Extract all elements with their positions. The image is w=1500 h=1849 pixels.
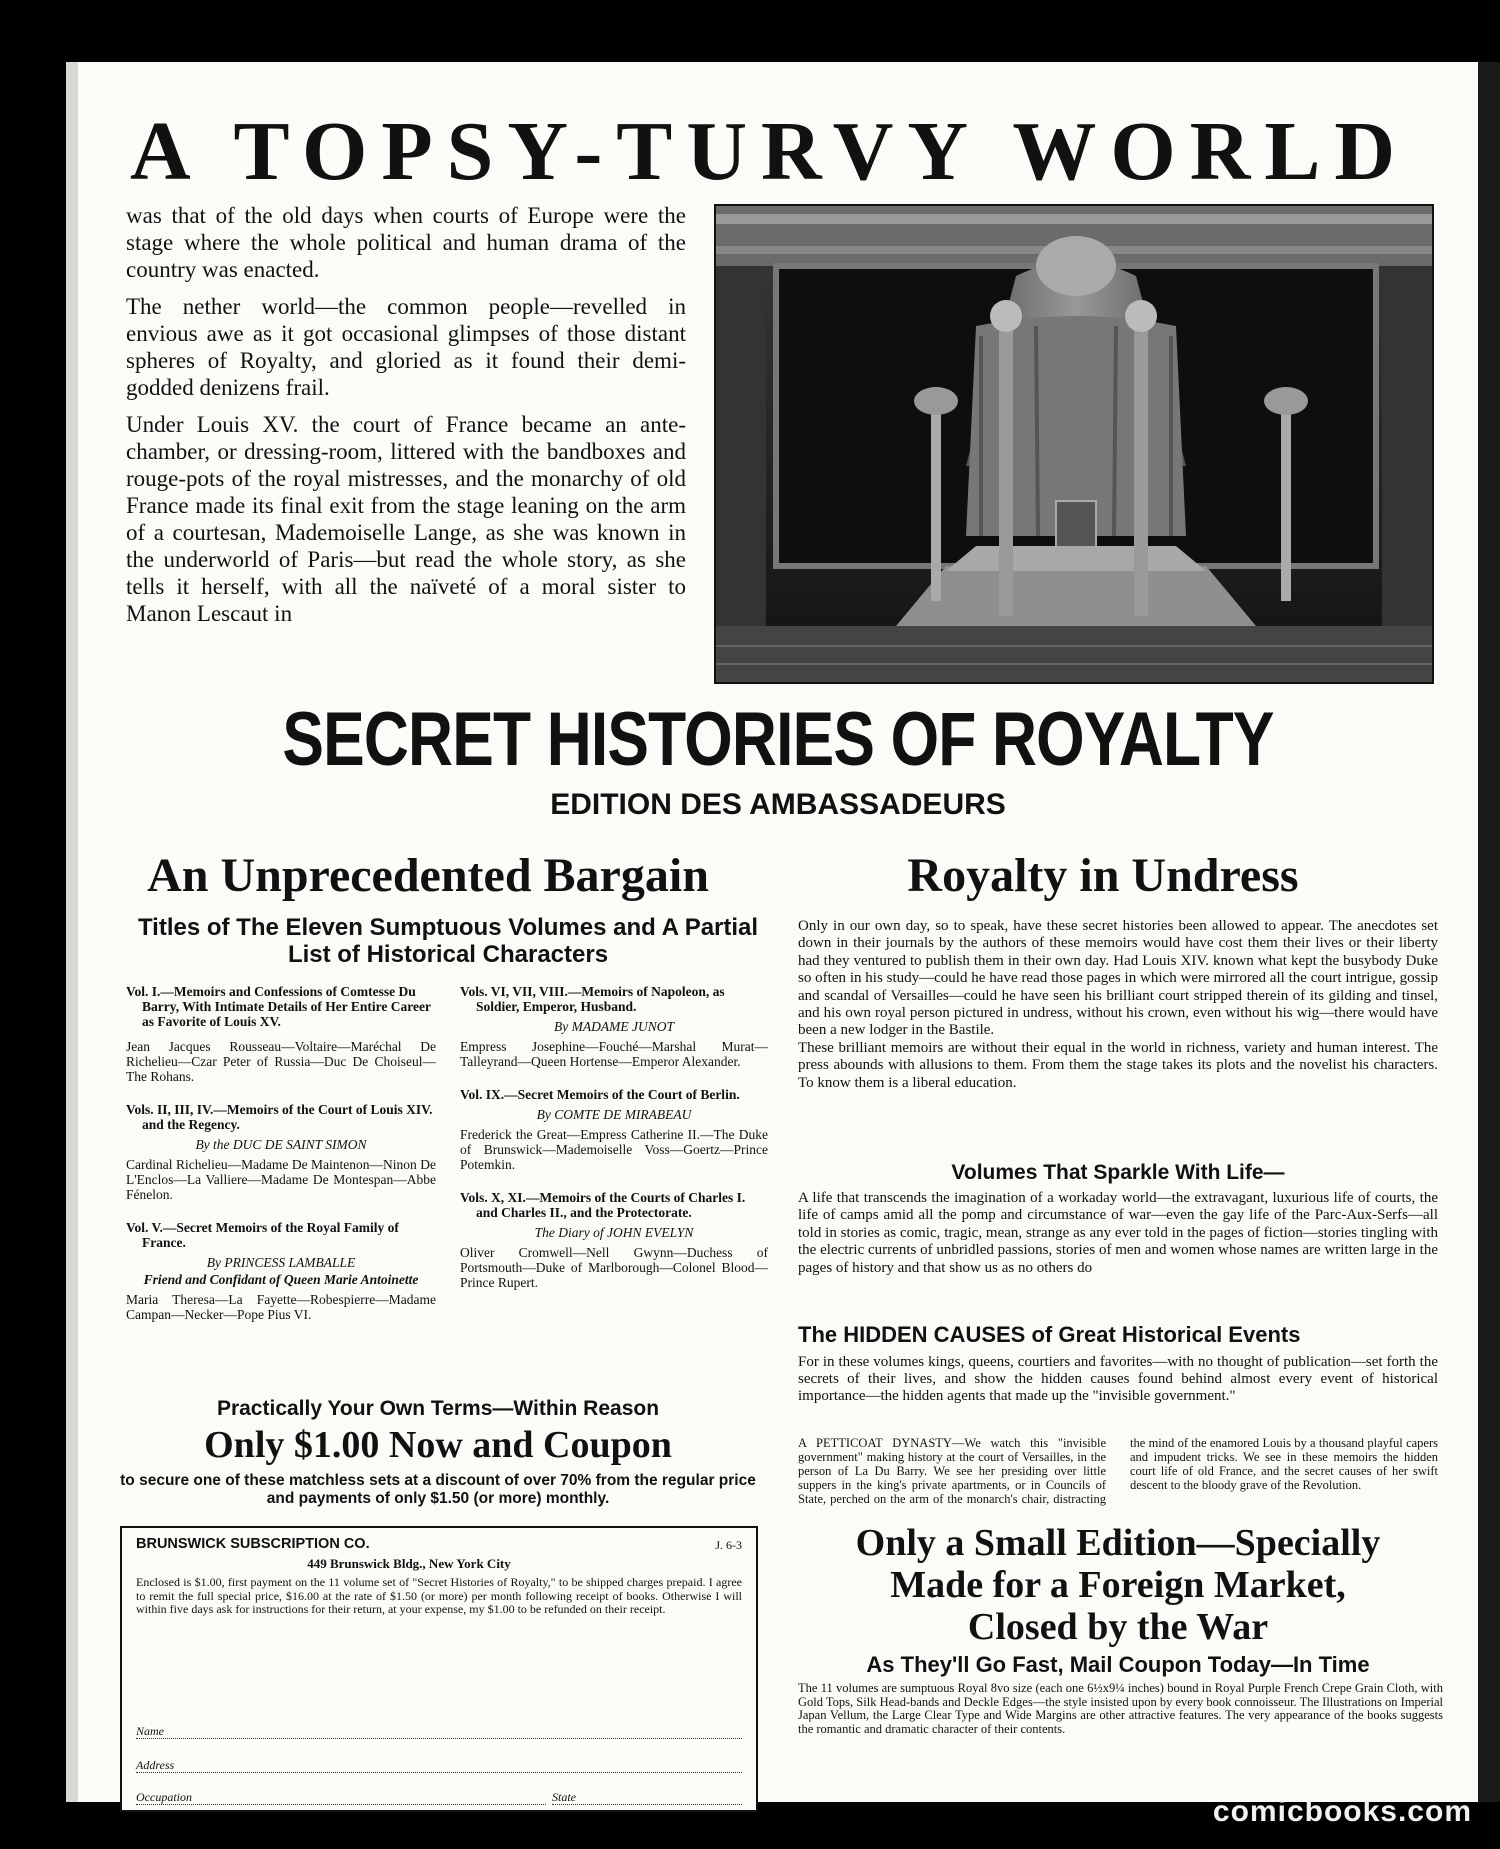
volume-title: Vol. V.—Secret Memoirs of the Royal Family of France. — [126, 1220, 399, 1250]
address-field[interactable] — [136, 1758, 742, 1773]
volume-title: Vols. II, III, IV.—Memoirs of the Court of Louis XIV. and the Regency. — [126, 1102, 433, 1132]
volume-characters: Jean Jacques Rousseau—Voltaire—Maréchal De Richelieu—Czar Peter of Russia—Duc De Choiseul—The Rohans. — [126, 1039, 436, 1084]
volume-list-right — [460, 984, 768, 1290]
name-field[interactable] — [136, 1724, 742, 1739]
undress-paragraph: Only in our own day, so to speak, have these secret histories been allowed to appear. The anecdotes set down in their journals by the authors of these memoirs would have cost them their lives or their liberty had they ventured to publish them in their own day. Had Louis XIV. known what kept the busybody Duke so often in his study—could he have read those pages in which were mirrored all the court intrigue, gossip and scandal of Versailles—could he have seen his brilliant court stripped therein of its gilding and tinsel, and his own royal person pictured in undress, without his crown, even without his wig—there would have been a new lodger in the Bastile. — [798, 918, 1438, 1039]
volume-author: By PRINCESS LAMBALLE — [206, 1255, 356, 1270]
intro-paragraph: Under Louis XV. the court of France became an ante-chamber, or dressing-room, littered with the bandboxes and rouge-pots of the royal mistresses, and the monarchy of old France made its final exit from the stage leaning on the arm of a courtesan, Mademoiselle Lange, as she was known in the underworld of Paris—but read the whole story, as she tells it herself, with all the naïveté of a moral sister to Manon Lescaut in — [126, 412, 686, 626]
volume-characters: Cardinal Richelieu—Madame De Maintenon—Ninon De L'Enclos—La Valliere—Madame De Montespan—Abbe Fénelon. — [126, 1157, 436, 1202]
volume-characters: Frederick the Great—Empress Catherine II.—The Duke of Brunswick—Mademoiselle Voss—Goertz—Prince Potemkin. — [460, 1127, 768, 1172]
volume-list-left — [126, 984, 436, 1322]
hidden-causes-heading: The HIDDEN CAUSES of Great Historical Events — [798, 1322, 1301, 1347]
terms-heading: Practically Your Own Terms—Within Reason — [216, 1397, 660, 1420]
small-edition-line: Made for a Foreign Market, — [890, 1564, 1346, 1606]
volume-entry — [126, 1220, 436, 1322]
petticoat-dynasty-text: A PETTICOAT DYNASTY—We watch this "invisible government" making history at the court of Versailles, in the person of La Du Barry. We see her presiding over little suppers in the king's private apartments, or in Councils of State, perched on the arm of the monarch's chair, distracting the mind of the enamored Louis by a thousand playful capers and impudent tricks. We see in these memoirs the hidden court life of old France, and the secret causes of her swift descent to the bloody grave of the Revolution. — [798, 1436, 1438, 1506]
throne-room-photo — [714, 204, 1434, 684]
volume-entry — [460, 984, 768, 1069]
coupon-code: J. 6-3 — [715, 1538, 742, 1552]
price-heading: Only $1.00 Now and Coupon — [204, 1424, 672, 1466]
volume-author-note: Friend and Confidant of Queen Marie Antoinette — [143, 1272, 419, 1287]
volume-author: By COMTE DE MIRABEAU — [536, 1107, 692, 1122]
volume-entry — [126, 1102, 436, 1202]
discount-text: to secure one of these matchless sets at a discount of over 70% from the regular price and payments of only $1.50 (or more) monthly. — [120, 1472, 756, 1507]
sparkle-text: A life that transcends the imagination of a workaday world—the extravagant, luxurious life of courts, the life of camps amid all the pomp and circumstance of war—even the gay life of the Parc-Aux-Serfs—all told in stories as comic, tragic, mean, strange as any ever told in the pages of fiction—stories tingling with the electric currents of unbridled passions, stories of men and women whose names are written large in the pages of history and that show us as no others do — [798, 1190, 1438, 1276]
volume-title: Vol. I.—Memoirs and Confessions of Comtesse Du Barry, With Intimate Details of Her Entire Career as Favorite of Louis XV. — [126, 984, 431, 1029]
volume-author: By the DUC DE SAINT SIMON — [195, 1137, 367, 1152]
watermark: comicbooks.com — [1212, 1795, 1472, 1828]
throne-room-illustration — [716, 206, 1432, 682]
undress-text — [798, 918, 1438, 1092]
headline: A TOPSY-TURVY WORLD — [130, 105, 1410, 198]
main-title: SECRET HISTORIES OF ROYALTY — [282, 697, 1274, 782]
volume-characters: Maria Theresa—La Fayette—Robespierre—Madame Campan—Necker—Pope Pius VI. — [126, 1292, 436, 1322]
intro-paragraph: The nether world—the common people—revelled in envious awe as it got occasional glimpses of those distant spheres of Royalty, and gloried as it found their demi-godded denizens frail. — [126, 294, 686, 400]
occupation-field[interactable] — [136, 1790, 546, 1805]
intro-paragraph: was that of the old days when courts of Europe were the stage where the whole political and human drama of the country was enacted. — [126, 203, 686, 282]
volume-characters: Empress Josephine—Fouché—Marshal Murat—Talleyrand—Queen Hortense—Emperor Alexander. — [460, 1039, 768, 1069]
hidden-causes-text: For in these volumes kings, queens, courtiers and favorites—with no thought of publication—set forth the secrets of their lives, and show the hidden causes found behind almost every event of historical importance—the hidden agents that made up the "invisible government." — [798, 1354, 1438, 1404]
volume-characters: Oliver Cromwell—Nell Gwynn—Duchess of Portsmouth—Duke of Marlborough—Colonel Blood—Prince Rupert. — [460, 1245, 768, 1290]
coupon-company: BRUNSWICK SUBSCRIPTION CO. — [136, 1536, 370, 1552]
small-edition-heading — [778, 1522, 1458, 1648]
coupon-address: 449 Brunswick Bldg., New York City — [307, 1556, 511, 1571]
page-left-edge — [66, 62, 78, 1802]
coupon-body: Enclosed is $1.00, first payment on the 11 volume set of "Secret Histories of Royalty," to be shipped charges prepaid. I agree to remit the full special price, $16.00 at the rate of $1.50 (or more) per month following receipt of books. Otherwise I will within five days ask for instructions for their return, at your expense, my $1.00 to be refunded on their receipt. — [136, 1575, 742, 1616]
volume-author: By MADAME JUNOT — [554, 1019, 674, 1034]
volumes-heading: Titles of The Eleven Sumptuous Volumes and A Partial List of Historical Characters — [137, 914, 759, 968]
small-edition-line: Closed by the War — [967, 1606, 1269, 1648]
volume-title: Vols. VI, VII, VIII.—Memoirs of Napoleon, as Soldier, Emperor, Husband. — [460, 984, 725, 1014]
address-label: Address — [136, 1758, 178, 1772]
volume-entry — [126, 984, 436, 1084]
mail-coupon-heading: As They'll Go Fast, Mail Coupon Today—In Time — [866, 1652, 1370, 1677]
state-field[interactable] — [552, 1790, 742, 1805]
volume-author: The Diary of JOHN EVELYN — [534, 1225, 694, 1240]
name-label: Name — [136, 1724, 168, 1738]
page-right-edge — [1478, 62, 1500, 1802]
state-label: State — [552, 1790, 580, 1804]
magazine-page — [78, 62, 1478, 1802]
volume-entry — [460, 1087, 768, 1172]
order-coupon[interactable] — [120, 1526, 758, 1812]
bargain-heading: An Unprecedented Bargain — [147, 849, 709, 902]
volume-title: Vols. X, XI.—Memoirs of the Courts of Charles I. and Charles II., and the Protectorate. — [460, 1190, 746, 1220]
undress-paragraph: These brilliant memoirs are without their equal in the world in richness, variety and human interest. The press abounds with allusions to them. From them the stage takes its plots and the novelist his characters. To know them is a liberal education. — [798, 1039, 1438, 1091]
sparkle-heading: Volumes That Sparkle With Life— — [951, 1161, 1285, 1184]
occupation-label: Occupation — [136, 1790, 196, 1804]
intro-text — [126, 202, 686, 637]
volume-entry — [460, 1190, 768, 1290]
undress-heading: Royalty in Undress — [907, 849, 1299, 902]
small-edition-line: Only a Small Edition—Specially — [855, 1522, 1381, 1564]
volume-title: Vol. IX.—Secret Memoirs of the Court of Berlin. — [460, 1087, 740, 1102]
edition-subtitle: EDITION DES AMBASSADEURS — [550, 788, 1006, 821]
volumes-description: The 11 volumes are sumptuous Royal 8vo size (each one 6½x9¼ inches) bound in Royal Purple French Crepe Grain Cloth, with Gold Tops, Silk Head-bands and Deckle Edges—the style insisted upon by every book connoisseur. The Illustrations on Imperial Japan Vellum, the Large Clear Type and Wide Margins are other attractive features. The very appearance of the books suggests the romantic and dramatic character of their contents. — [798, 1681, 1443, 1736]
